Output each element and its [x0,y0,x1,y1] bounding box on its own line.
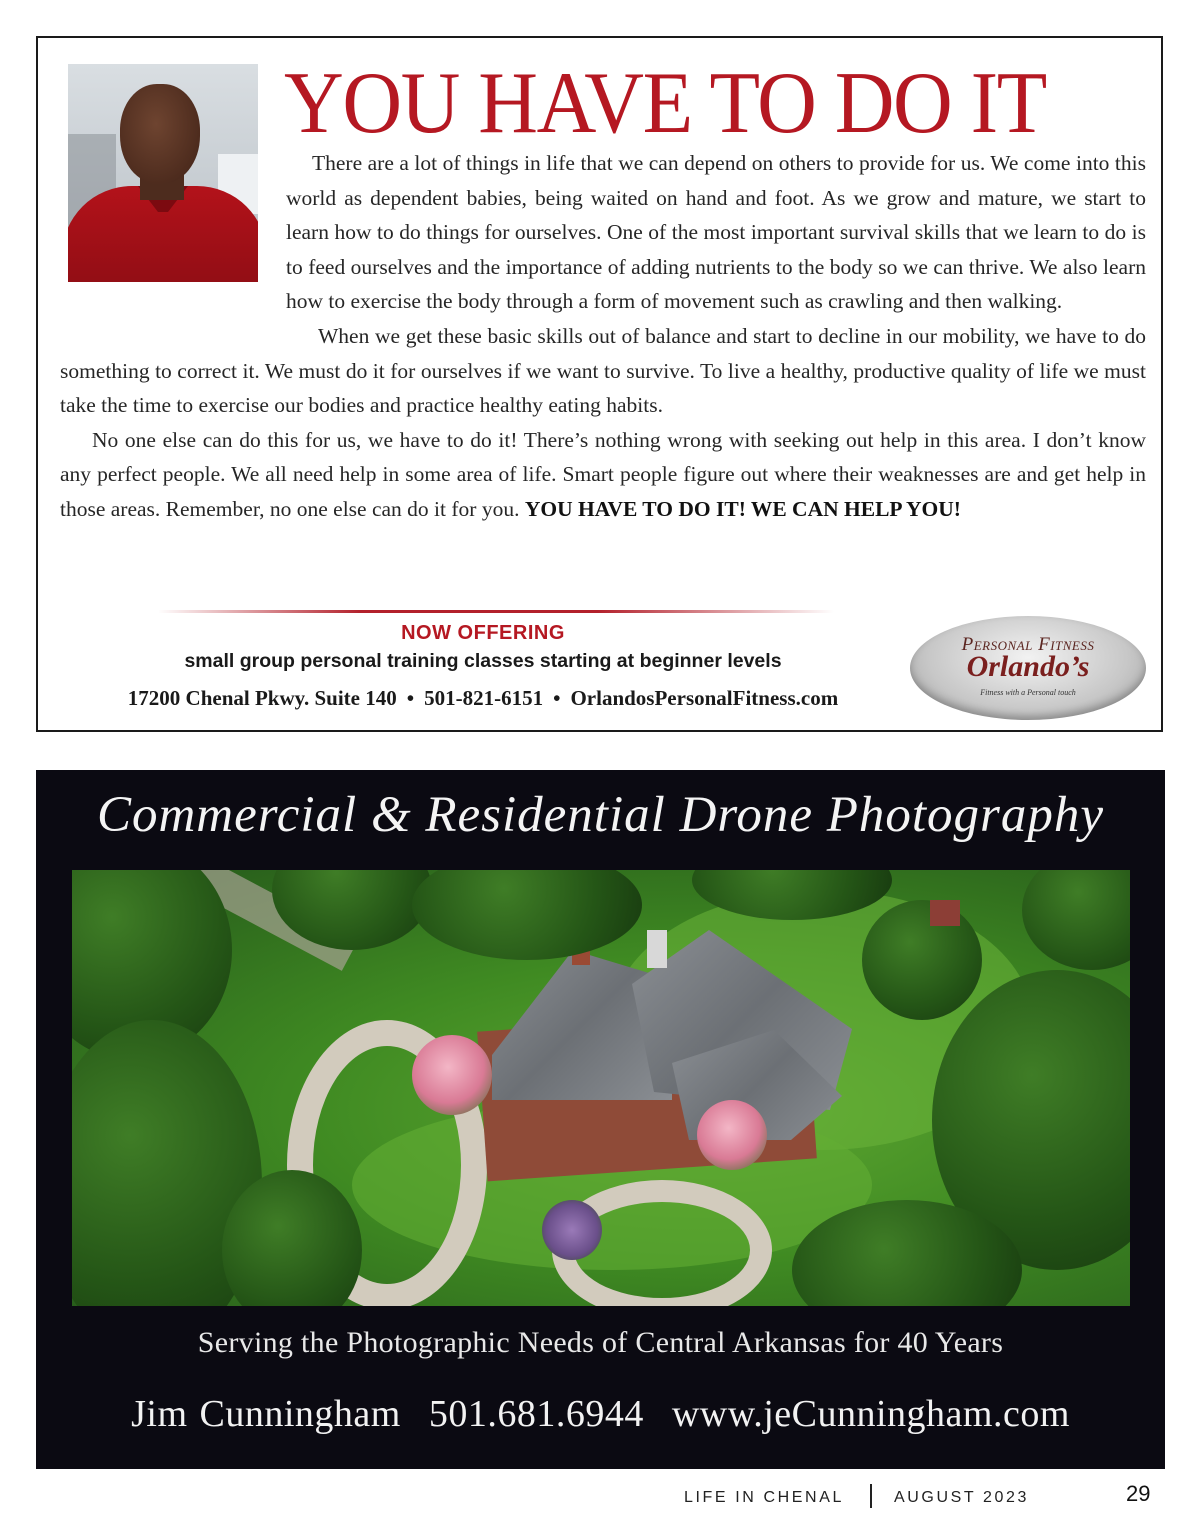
page-number: 29 [1126,1481,1151,1506]
closing-callout: YOU HAVE TO DO IT! WE CAN HELP YOU! [524,496,961,521]
contact-line [38,686,928,711]
orlandos-logo [910,616,1146,720]
logo-brand-name: Orlando’s [966,650,1090,683]
photographer-name: Jim Cunningham [131,1393,401,1435]
paragraph-2: When we get these basic skills out of balance and start to decline in our mobility, we have to do something to correct it. We must do it for ourselves if we want to survive. To live a healthy, productive quality of life we must take the time to exercise our bodies and practice healthy eating habits. [60,323,1146,418]
fitness-ad [36,36,1163,732]
logo-line-1: Personal Fitness [961,634,1095,655]
drone-ad-title: Commercial & Residential Drone Photography [96,787,1105,843]
section-divider [158,610,834,613]
offer-description: small group personal training classes starting at beginner levels [184,650,782,672]
address: 17200 Chenal Pkwy. Suite 140 [127,686,397,710]
paragraph-1: There are a lot of things in life that we can depend on others to provide for us. We come into this world as dependent babies, being waited on hand and foot. As we grow and mature, we start to learn how to do things for ourselves. One of the most important survival skills that we learn to do is to feed ourselves and the importance of adding nutrients to the body so we can thrive. We also learn how to exercise the body through a form of movement such as crawling and then walking. [286,151,1146,314]
website-link[interactable]: OrlandosPersonalFitness.com [570,686,839,710]
service-tagline: Serving the Photographic Needs of Central Arkansas for 40 Years [197,1326,1004,1359]
drone-photography-ad [36,770,1165,1469]
paragraph-3 [60,423,1146,527]
ad-headline: YOU HAVE TO DO IT [284,55,1046,152]
page-footer [684,1484,1029,1508]
article-body [60,146,1146,527]
footer-divider [870,1484,872,1508]
photographer-phone[interactable]: 501.681.6944 [428,1393,644,1435]
photographer-website[interactable]: www.jeCunningham.com [671,1393,1070,1435]
aerial-house-photo [72,870,1130,1306]
publication-name: LIFE IN CHENAL [684,1489,844,1506]
now-offering-label: NOW OFFERING [401,622,565,644]
issue-date: AUGUST 2023 [894,1489,1030,1506]
separator-dot: • [553,686,561,710]
separator-dot: • [406,686,415,710]
photographer-contact [36,1392,1165,1436]
logo-tagline: Fitness with a Personal touch [980,688,1076,697]
paragraph-3-text: No one else can do this for us, we have to do it! There’s nothing wrong with seeking out help in this area. I don’t know any perfect people. We all need help in some area of life. Smart people figure out where their weaknesses are and get help in those areas. Remember, no one else can do it for you. [60,427,1146,521]
phone-number[interactable]: 501-821-6151 [424,686,544,710]
